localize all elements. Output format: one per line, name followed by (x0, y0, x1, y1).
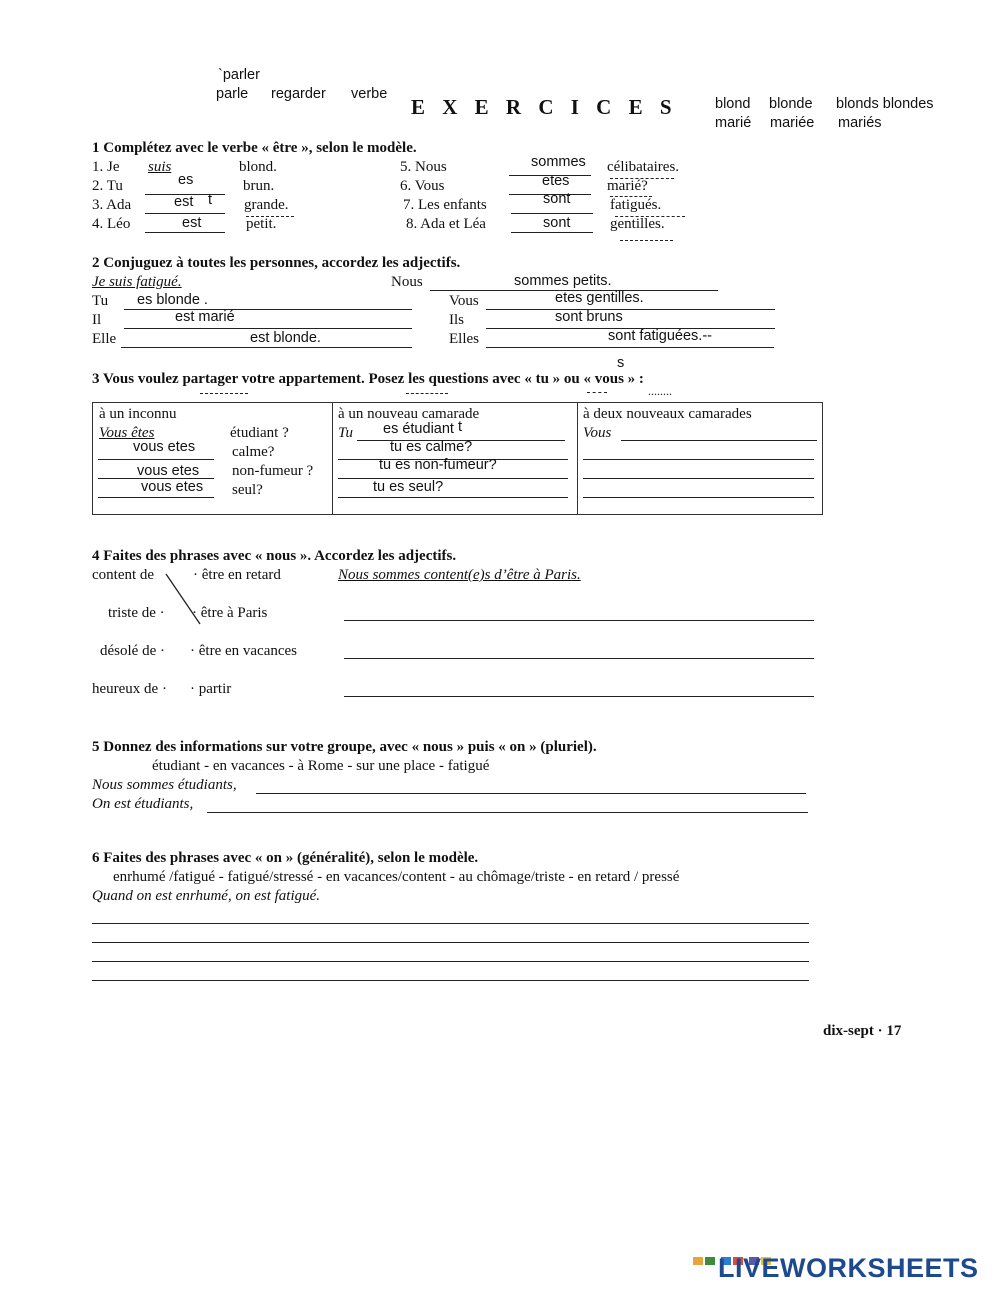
ex4-field-1[interactable] (344, 620, 814, 621)
ex2-answer-il[interactable]: est marié (175, 309, 235, 325)
ex4-model: Nous sommes content(e)s d’être à Paris. (338, 567, 581, 583)
ex2-answer-elle[interactable]: est blonde. (250, 330, 321, 346)
ex4-right-4: · partir (190, 681, 232, 697)
ex6-field-1[interactable] (92, 923, 809, 924)
ex1-adj-6: marié? (607, 178, 648, 194)
ex6-words: enrhumé /fatigué - fatigué/stressé - en vacances/content - au chômage/triste - en retard / pressé (113, 869, 680, 885)
ex5-words: étudiant - en vacances - à Rome - sur une place - fatigué (152, 758, 490, 774)
ex1-subject-4: 4. Léo (92, 216, 131, 232)
ex2-model: Je suis fatigué. (92, 274, 182, 290)
ex2-answer-elles[interactable]: sont fatiguées.-- (608, 328, 712, 344)
ex1-answer-6[interactable]: etes (542, 173, 570, 189)
ex1-answer-4[interactable]: est (182, 215, 202, 231)
ex4-field-2[interactable] (344, 658, 814, 659)
ex3-col2-prefix: Tu (338, 425, 354, 441)
ex3-col3-field-4[interactable] (583, 497, 814, 498)
ex3-col1-answer-1[interactable]: vous etes (133, 439, 196, 455)
ex2-subject-nous: Nous (391, 274, 423, 290)
ex2-subject-il: Il (92, 312, 102, 328)
ex3-heading: 3 Vous voulez partager votre appartement. Posez les questions avec « tu » ou « vous » : (92, 371, 644, 387)
note-blonds-blondes: blonds blondes (836, 96, 934, 112)
ex2-subject-elles: Elles (449, 331, 479, 347)
ex2-answer-tu[interactable]: es blonde . (137, 292, 208, 308)
ex1-adj-2: brun. (243, 178, 275, 194)
ex3-col2-extra: t (458, 419, 463, 435)
ex4-left-4: heureux de · (92, 681, 167, 697)
ex6-field-4[interactable] (92, 980, 809, 981)
ex3-col1-model: Vous êtes (99, 425, 155, 441)
brand-logo-icon (692, 1256, 718, 1266)
ex2-subject-tu: Tu (92, 293, 109, 309)
ex2-subject-vous: Vous (449, 293, 479, 309)
ex5-line-2-label: On est étudiants, (92, 796, 194, 812)
ex1-answer-2[interactable]: es (178, 172, 194, 188)
ex1-subject-1: 1. Je (92, 159, 120, 175)
ex1-subject-5: 5. Nous (400, 159, 447, 175)
ex3-col1-header: à un inconnu (99, 406, 177, 422)
ex3-col-camarade (333, 403, 578, 515)
ex1-answer-7[interactable]: sont (543, 191, 571, 207)
ex3-col1-answer-2[interactable]: vous etes (137, 463, 200, 479)
note-parle: parle (216, 86, 249, 102)
ex4-right-2: · être à Paris (192, 605, 268, 621)
note-mariee: mariée (770, 115, 815, 131)
ex4-left-3: désolé de · (100, 643, 165, 659)
ex2-answer-nous[interactable]: sommes petits. (514, 273, 612, 289)
ex6-model: Quand on est enrhumé, on est fatigué. (92, 888, 321, 904)
ex5-line-1-label: Nous sommes étudiants, (92, 777, 237, 793)
note-maries: mariés (838, 115, 882, 131)
ex3-col3-field-1[interactable] (621, 440, 817, 441)
ex1-model-answer: suis (148, 159, 172, 175)
ex3-col1-word-2: calme? (232, 444, 275, 460)
ex2-heading: 2 Conjuguez à toutes les personnes, accordez les adjectifs. (92, 255, 461, 271)
ex1-adj-8: gentilles. (610, 216, 665, 232)
ex1-adj-3: grande. (244, 197, 289, 213)
ex2-subject-elle: Elle (92, 331, 117, 347)
ex1-subject-7: 7. Les enfants (403, 197, 487, 213)
ex5-heading: 5 Donnez des informations sur votre groupe, avec « nous » puis « on » (pluriel). (92, 739, 597, 755)
ex2-answer-ils[interactable]: sont bruns (555, 309, 623, 325)
ex2-answer-vous[interactable]: etes gentilles. (555, 290, 644, 306)
ex3-col-inconnu (93, 403, 333, 515)
ex1-subject-3: 3. Ada (92, 197, 132, 213)
ex3-col3-field-3[interactable] (583, 478, 814, 479)
ex1-adj-7: fatigués. (610, 197, 662, 213)
ex4-left-2: triste de · (108, 605, 165, 621)
ex3-col2-answer-3[interactable]: tu es non-fumeur? (379, 457, 497, 473)
ex4-heading: 4 Faites des phrases avec « nous ». Accordez les adjectifs. (92, 548, 457, 564)
note-marie: marié (715, 115, 752, 131)
ex6-field-3[interactable] (92, 961, 809, 962)
ex3-col2-header: à un nouveau camarade (338, 406, 480, 422)
ex1-adj-5: célibataires. (607, 159, 680, 175)
ex3-col1-word-1: étudiant ? (230, 425, 289, 441)
ex3-col2-answer-1[interactable]: es étudiant (383, 421, 454, 437)
ex3-table (92, 402, 823, 515)
ex4-field-3[interactable] (344, 696, 814, 697)
ex2-subject-ils: Ils (449, 312, 464, 328)
ex3-col-deux-camarades (578, 403, 823, 515)
ex3-col2-answer-4[interactable]: tu es seul? (373, 479, 444, 495)
ex5-field-2[interactable] (207, 812, 808, 813)
ex1-subject-6: 6. Vous (400, 178, 445, 194)
ex3-col3-field-2[interactable] (583, 459, 814, 460)
ex3-col2-answer-2[interactable]: tu es calme? (390, 439, 473, 455)
ex3-col1-answer-3[interactable]: vous etes (141, 479, 204, 495)
brand-name[interactable]: LIVEWORKSHEETS (718, 1253, 979, 1283)
ex6-field-2[interactable] (92, 942, 809, 943)
ex1-answer-8[interactable]: sont (543, 215, 571, 231)
ex1-answer-5[interactable]: sommes (531, 154, 586, 170)
ex4-right-3: · être en vacances (190, 643, 298, 659)
ex2-stray-s: s (617, 355, 625, 371)
ex1-subject-2: 2. Tu (92, 178, 123, 194)
ex1-subject-8: 8. Ada et Léa (406, 216, 486, 232)
page-title: E X E R C I C E S (411, 95, 678, 119)
ex3-col3-header: à deux nouveaux camarades (583, 406, 752, 422)
note-blonde: blonde (769, 96, 813, 112)
ex3-col3-prefix: Vous (583, 425, 612, 441)
ex5-field-1[interactable] (256, 793, 806, 794)
ex4-left-1: content de (92, 567, 155, 583)
note-parler: `parler (218, 67, 260, 83)
ex1-answer-3-extra: t (208, 192, 213, 208)
ex3-col1-word-4: seul? (232, 482, 263, 498)
ex1-answer-3[interactable]: est (174, 194, 194, 210)
note-blond: blond (715, 96, 751, 112)
ex3-dots: ........ (648, 384, 672, 398)
note-verbe: verbe (351, 86, 388, 102)
ex1-adj-4: petit. (246, 216, 277, 232)
ex6-heading: 6 Faites des phrases avec « on » (généralité), selon le modèle. (92, 850, 479, 866)
page-number: dix-sept · 17 (823, 1023, 902, 1039)
ex1-heading: 1 Complétez avec le verbe « être », selon le modèle. (92, 140, 417, 156)
note-regarder: regarder (271, 86, 326, 102)
ex4-right-1: · être en retard (193, 567, 281, 583)
ex3-col1-word-3: non-fumeur ? (232, 463, 314, 479)
ex1-adj-1: blond. (239, 159, 277, 175)
